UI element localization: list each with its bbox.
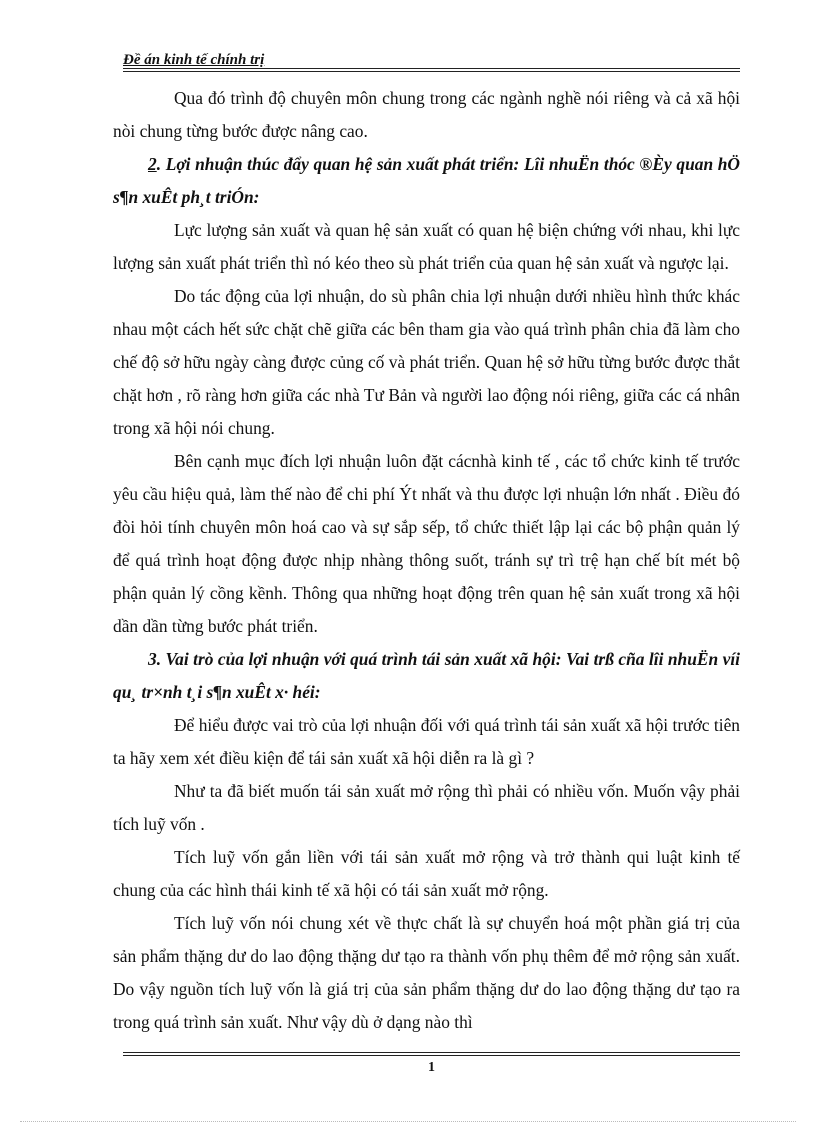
paragraph-8: Tích luỹ vốn nói chung xét về thực chất là sự chuyển hoá một phần giá trị của sản phẩm thặng dư do lao động thặng dư tạo ra thành vốn phụ thêm để mở rộng sản xuất. Do vậy nguồn tích luỹ vốn là giá trị của sản phẩm thặng dư do lao động thặng dư tạo ra trong quá trình sản xuất. Như vậy dù ở dạng nào thì xyxy=(113,913,740,1032)
header-title: Đề án kinh tế chính trị xyxy=(123,52,265,68)
header-rule-top xyxy=(123,68,740,69)
document-body xyxy=(113,82,740,1039)
section-heading-2-text: . Lợi nhuận thúc đẩy quan hệ sản xuất phát triển: Lîi nhuËn thóc ®Èy quan hÖ s¶n xuÊt ph¸t triÓn: xyxy=(113,154,740,207)
paragraph-6: Như ta đã biết muốn tái sản xuất mở rộng thì phải có nhiều vốn. Muốn vậy phải tích luỹ vốn . xyxy=(113,781,740,834)
paragraph-2: Lực lượng sản xuất và quan hệ sản xuất có quan hệ biện chứng với nhau, khi lực lượng sản xuất phát triển thì nó kéo theo sù phát triển của quan hệ sản xuất và ngược lại. xyxy=(113,220,740,273)
footer-rule-top xyxy=(123,1052,740,1053)
section-heading-2 xyxy=(113,148,740,214)
section-heading-3: 3. Vai trò của lợi nhuận với quá trình tái sản xuất xã hội: Vai trß cña lîi nhuËn víi qu¸ tr×nh t¸i s¶n xuÊt x· héi: xyxy=(113,649,740,702)
page-footer xyxy=(123,1052,740,1082)
paragraph-1: Qua đó trình độ chuyên môn chung trong các ngành nghề nói riêng và cả xã hội nòi chung từng bước được nâng cao. xyxy=(113,88,740,141)
paragraph-5: Để hiểu được vai trò của lợi nhuận đối với quá trình tái sản xuất xã hội trước tiên ta hãy xem xét điều kiện để tái sản xuất xã hội diễn ra là gì ? xyxy=(113,715,740,768)
paragraph-3: Do tác động của lợi nhuận, do sù phân chia lợi nhuận dưới nhiều hình thức khác nhau một cách hết sức chặt chẽ giữa các bên tham gia vào quá trình phân chia đã làm cho chế độ sở hữu ngày càng được củng cố và phát triển. Quan hệ sở hữu từng bước được thắt chặt hơn , rõ ràng hơn giữa các nhà Tư Bản và người lao động nói riêng, giữa các cá nhân trong xã hội nói chung. xyxy=(113,286,740,438)
page-edge-divider xyxy=(20,1121,796,1122)
header-rule-bottom xyxy=(123,71,740,72)
footer-rule-bottom xyxy=(123,1055,740,1056)
page-number: 1 xyxy=(428,1060,435,1075)
paragraph-4: Bên cạnh mục đích lợi nhuận luôn đặt cácnhà kinh tế , các tổ chức kinh tế trước yêu cầu hiệu quả, làm thế nào để chi phí Ýt nhất và thu được lợi nhuận lớn nhất . Điều đó đòi hỏi tính chuyên môn hoá cao và sự sắp sếp, tổ chức thiết lập lại các bộ phận quản lý để quá trình hoạt động được nhịp nhàng thông suốt, tránh sự trì trệ hạn chế bít mét bộ phận quản lý cồng kềnh. Thông qua những hoạt động trên quan hệ sản xuất trong xã hội dần dần từng bước phát triển. xyxy=(113,451,740,636)
page-header xyxy=(123,52,740,68)
section-heading-2-number: 2 xyxy=(148,154,157,174)
paragraph-7: Tích luỹ vốn gắn liền với tái sản xuất mở rộng và trở thành qui luật kinh tế chung của các hình thái kinh tế xã hội có tái sản xuất mở rộng. xyxy=(113,847,740,900)
